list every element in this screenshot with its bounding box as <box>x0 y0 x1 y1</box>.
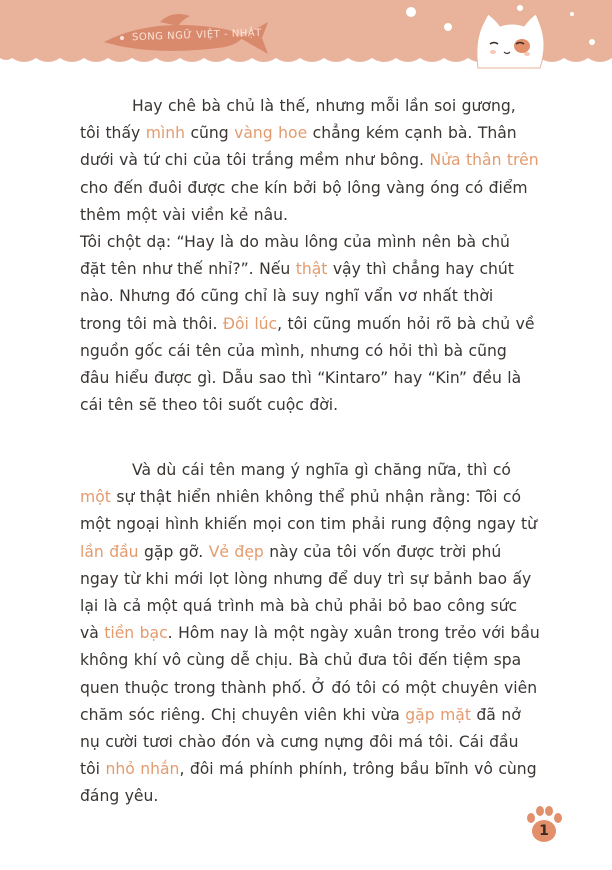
paragraph-1-part-2: Tôi chột dạ: “Hay là do màu lông của mình nên bà chủ đặt tên như thế nhỉ?”. Nếu thật vậy thì chẳng hay chút nào. Nhưng đó cũng chỉ là suy nghĩ vẩn vơ nhất thời trong tôi mà thôi. Đôi lúc, tôi cũng muốn hỏi rõ bà chủ về nguồn gốc cái tên của mình, nhưng có hỏi thì bà cũng đâu hiểu được gì. Dẫu sao thì “Kintaro” hay “Kin” đều là cái tên sẽ theo tôi suốt cuộc đời. <box>80 233 535 415</box>
paragraph-2 <box>80 457 540 811</box>
paragraph-1-part-1: Hay chê bà chủ là thế, nhưng mỗi lần soi gương, tôi thấy mình cũng vàng hoe chẳng kém cạnh bà. Thân dưới và tứ chi của tôi trắng mềm như bông. Nửa thân trên cho đến đuôi được che kín bởi bộ lông vàng óng có điểm thêm một vài viền kẻ nâu. <box>80 97 539 224</box>
dot-decoration <box>589 39 595 45</box>
dot-decoration <box>570 12 574 16</box>
dot-decoration <box>444 23 452 31</box>
header-banner <box>0 0 612 80</box>
page-header <box>0 0 612 80</box>
page-number-badge <box>523 804 565 846</box>
paragraph-2-text: Và dù cái tên mang ý nghĩa gì chăng nữa, thì có một sự thật hiển nhiên không thể phủ nhận rằng: Tôi có một ngoại hình khiến mọi con tim phải rung động ngay từ lần đầu gặp gỡ. Vẻ đẹp này của tôi vốn được trời phú ngay từ khi mới lọt lòng nhưng để duy trì sự bảnh bao ấy lại là cả một quá trình mà bà chủ phải bỏ bao công sức và tiền bạc. Hôm nay là một ngày xuân trong trẻo với bầu không khí vô cùng dễ chịu. Bà chủ đưa tôi đến tiệm spa quen thuộc trong thành phố. Ở đó tôi có một chuyên viên chăm sóc riêng. Chị chuyên viên khi vừa gặp mặt đã nở nụ cười tươi chào đón và cưng nựng đôi má tôi. Cái đầu tôi nhỏ nhắn, đôi má phính phính, trông bầu bĩnh vô cùng đáng yêu. <box>80 461 540 806</box>
dot-decoration <box>406 7 416 17</box>
dot-decoration <box>517 5 523 11</box>
paragraph-1 <box>80 93 540 419</box>
series-label: SONG NGỮ VIỆT - NHẬT <box>131 27 262 44</box>
page-number: 1 <box>539 823 549 839</box>
